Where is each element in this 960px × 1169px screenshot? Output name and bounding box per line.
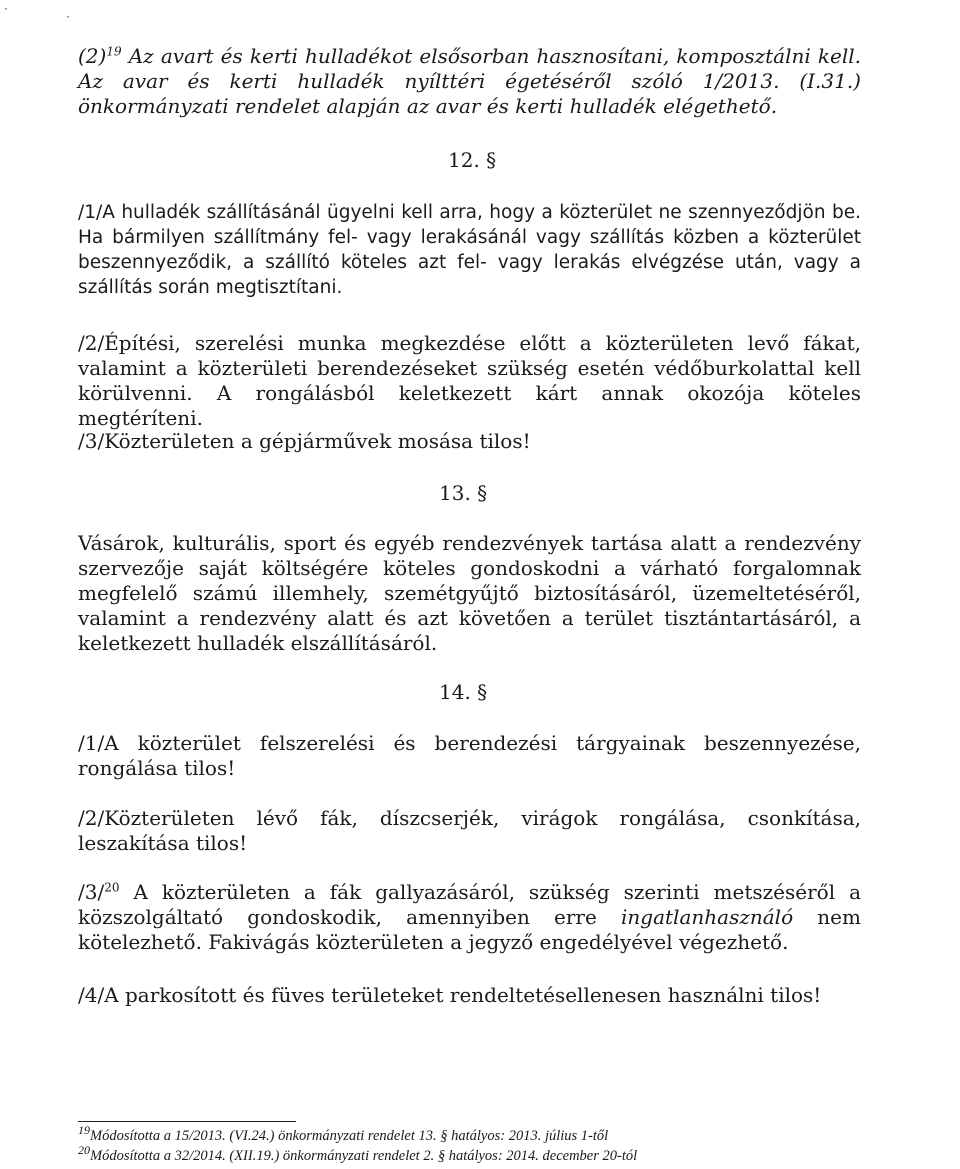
section-14-paragraph-2: /2/Közterületen lévő fák, díszcserjék, virágok rongálása, csonkítása, leszakítása tilos! [78,806,861,855]
section-13-heading: 13. § [439,481,488,505]
section-12-heading: 12. § [448,148,497,172]
scan-speck: · [66,10,70,24]
section-12-paragraph-2: /2/Építési, szerelési munka megkezdése előtt a közterületen levő fákat, valamint a közterületi berendezéseket szükség esetén védőburkolattal kell körülvenni. A rongálásból keletkezett kárt annak okozója köteles megtéríteni. [78,331,861,430]
scan-speck: · [4,2,8,16]
emphasized-term: ingatlanhasználó [621,905,794,929]
section-12-paragraph-3: /3/Közterületen a gépjárművek mosása tilos! [78,429,531,453]
footnote-divider [78,1121,296,1122]
section-14-paragraph-3: /3/$^{20}$ A közterületen a fák gallyazásáról, szükség szerinti metszéséről a közszolgáltató gondoskodik, amennyiben erre ingatlanhasználó nem kötelezhető. Fakivágás közterületen a jegyző engedélyével végezhető. [78,880,861,954]
footnote-19: $^{19}$Módosította a 15/2013. (VI.24.) önkormányzati rendelet 13. § hatályos: 2013. július 1-től [78,1123,609,1144]
section-12-paragraph-1: /1/A hulladék szállításánál ügyelni kell arra, hogy a közterület ne szennyeződjön be. Ha bármilyen szállítmány fel- vagy lerakásánál vagy szállítás közben a közterület beszennyeződik, a szállító köteles azt fel- vagy lerakás elvégzése után, vagy a szállítás során megtisztítani. [78,202,861,298]
footnote-ref-19: 19 [106,44,122,59]
section-14-paragraph-1: /1/A közterület felszerelési és berendezési tárgyainak beszennyezése, rongálása tilos! [78,731,861,780]
section-14-heading: 14. § [439,680,488,704]
paragraph-2-avar: $(2)^{19}$ Az avart és kerti hulladékot elsősorban hasznosítani, komposztálni kell. Az avar és kerti hulladék nyílttéri égetéséről szóló 1/2013. (I.31.) önkormányzati rendelet alapján az avar és kerti hulladék elégethető. [78,44,861,118]
footnote-ref-20: 20 [104,880,120,895]
section-13-paragraph-1: Vásárok, kulturális, sport és egyéb rendezvények tartása alatt a rendezvény szervezője saját költségére köteles gondoskodni a várható forgalomnak megfelelő számú illemhely, szemétgyűjtő biztosításáról, üzemeltetéséről, valamint a rendezvény alatt és azt követően a terület tisztántartásáról, a keletkezett hulladék elszállításáról. [78,531,861,655]
section-14-paragraph-4: /4/A parkosított és füves területeket rendeltetésellenesen használni tilos! [78,983,822,1007]
footnote-20: $^{20}$Módosította a 32/2014. (XII.19.) önkormányzati rendelet 2. § hatályos: 2014. december 20-tól [78,1143,638,1164]
